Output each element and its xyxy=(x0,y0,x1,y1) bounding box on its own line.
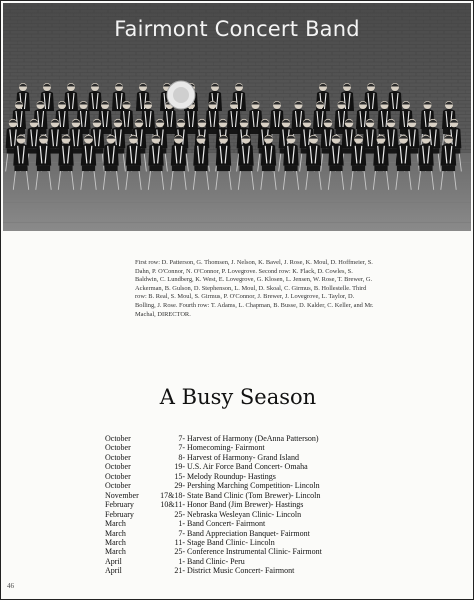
event-month: February xyxy=(105,509,134,519)
event-date: 29- xyxy=(174,481,185,491)
event-month: October xyxy=(105,462,131,472)
band-group-photo xyxy=(3,3,471,231)
event-name: Harvest of Harmony- Grand Island xyxy=(187,452,299,462)
event-month: March xyxy=(105,528,126,538)
event-date: 19- xyxy=(174,462,185,472)
event-date: 25- xyxy=(174,547,185,557)
event-month: March xyxy=(105,537,126,547)
event-name: Band Concert- Fairmont xyxy=(187,519,266,529)
schedule-row xyxy=(105,519,405,528)
schedule-row xyxy=(105,491,405,500)
event-month: October xyxy=(105,452,131,462)
event-date: 1- xyxy=(178,519,185,529)
event-name: District Music Concert- Fairmont xyxy=(187,566,295,576)
section-title: A Busy Season xyxy=(159,385,317,409)
schedule-row xyxy=(105,443,405,452)
event-schedule xyxy=(105,434,405,576)
event-date: 10&11- xyxy=(160,500,185,510)
schedule-row xyxy=(105,462,405,471)
event-date: 7- xyxy=(178,443,185,453)
event-month: February xyxy=(105,500,134,510)
event-name: Honor Band (Jim Brewer)- Hastings xyxy=(187,500,304,510)
event-month: October xyxy=(105,471,131,481)
event-name: State Band Clinic (Tom Brewer)- Lincoln xyxy=(187,490,321,500)
event-name: Harvest of Harmony (DeAnna Patterson) xyxy=(187,434,319,443)
event-month: October xyxy=(105,443,131,453)
event-name: Conference Instrumental Clinic- Fairmont xyxy=(187,547,322,557)
page-number: 46 xyxy=(7,582,14,590)
schedule-row xyxy=(105,566,405,575)
event-month: April xyxy=(105,556,122,566)
event-month: October xyxy=(105,481,131,491)
event-date: 25- xyxy=(174,509,185,519)
schedule-row xyxy=(105,481,405,490)
event-date: 15- xyxy=(174,471,185,481)
sousaphone-bell-inner xyxy=(173,87,189,103)
event-month: March xyxy=(105,547,126,557)
photo-title: Fairmont Concert Band xyxy=(114,17,360,41)
event-name: Band Appreciation Banquet- Fairmont xyxy=(187,528,310,538)
event-date: 8- xyxy=(178,452,185,462)
event-date: 7- xyxy=(178,434,185,443)
schedule-row xyxy=(105,510,405,519)
photo-caption: First row: D. Patterson, G. Thomsen, J. Nelson, K. Bavel, J. Rose, K. Moul, D. Hoffmeier, S. Dahn, P. O'Connor, N. O'Connor, P. Lovegrove. Second row: K. Flack, D. Cowles, S. Baldwin, C. Lundberg, K. West, E. Lovegrove, G. Klosen, L. Jensen, W. Rose, T. Brewer, G. Ackerman, B. Gulson, D. Stephenson, L. Moul, D. Skoal, C. Girmus, B. Hollestelle. Third row: B. Real, S. Moul, S. Girmus, P. O'Connor, J. Brewer, J. Lovegrove, L. Taylor, D. Bolling, J. Rose. Fourth row: T. Adams, L. Chapman, B. Busse, D. Kalder, C. Keller, and Mr. Machal, DIRECTOR. xyxy=(135,259,374,318)
schedule-row xyxy=(105,529,405,538)
event-month: March xyxy=(105,519,126,529)
event-month: October xyxy=(105,434,131,443)
event-date: 11- xyxy=(174,537,185,547)
event-month: November xyxy=(105,490,139,500)
event-name: Nebraska Wesleyan Clinic- Lincoln xyxy=(187,509,302,519)
schedule-row xyxy=(105,453,405,462)
event-name: Pershing Marching Competition- Lincoln xyxy=(187,481,320,491)
event-name: Melody Roundup- Hastings xyxy=(187,471,276,481)
event-month: April xyxy=(105,566,122,576)
event-name: Homecoming- Fairmont xyxy=(187,443,265,453)
event-date: 1- xyxy=(178,556,185,566)
schedule-row xyxy=(105,557,405,566)
schedule-row xyxy=(105,538,405,547)
schedule-row xyxy=(105,472,405,481)
event-name: U.S. Air Force Band Concert- Omaha xyxy=(187,462,308,472)
schedule-row xyxy=(105,500,405,509)
schedule-row xyxy=(105,547,405,556)
event-date: 7- xyxy=(178,528,185,538)
event-name: Band Clinic- Peru xyxy=(187,556,245,566)
schedule-row xyxy=(105,434,405,443)
event-date: 21- xyxy=(174,566,185,576)
event-date: 17&18- xyxy=(160,490,185,500)
event-name: Stage Band Clinic- Lincoln xyxy=(187,537,275,547)
